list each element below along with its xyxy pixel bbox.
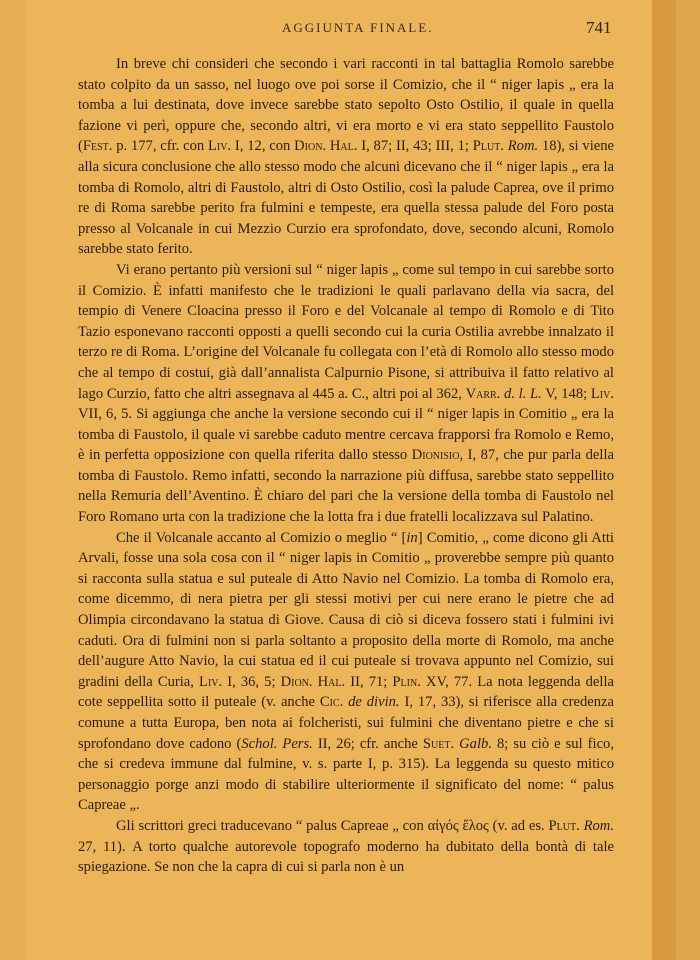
paragraph-4 xyxy=(78,816,614,878)
text-run: I, 12, con xyxy=(231,138,295,155)
page-outer-edge xyxy=(652,0,676,960)
citation-author: Plut. xyxy=(548,817,580,834)
italic-run: Galb. xyxy=(459,735,492,752)
citation-author: Cic. xyxy=(319,694,344,711)
text-run: VII, 6, 5. Si aggiunga che anche la versione secondo cui il “ niger lapis in Comitio „ era la tomba di Faustolo, il quale vi sarebbe caduto mentre cercava frapporsi fra Romolo e Remo, è in perfetta opposizione con quella riferita dallo stesso xyxy=(78,406,614,464)
citation-author: Fest. xyxy=(82,138,113,155)
citation-author: Dionisio, xyxy=(411,447,464,464)
text-run: I, 87, che pur parla della tomba di Faustolo. Remo infatti, secondo la narrazione più diffusa, sarebbe stato seppellito nella Remuria dell’Aventino. È chiaro del pari che la versione della tomba di Faustolo nel Foro Romano urta con la tradizione che la lotta fra i due fratelli localizzava sul Palatino. xyxy=(78,447,614,526)
text-run: 18), si viene alla sicura conclusione che allo stesso modo che alcuni dicevano che il “ niger lapis „ era la tomba di Romolo, altri di Faustolo, altri di Osto Ostilio, così la palude Caprea, ove il primo re di Roma sarebbe perito fra fulmini e tempeste, era quella stessa palude del Foro posta presso al Volcanale in cui Mezzio Curzio era sprofondato, dove, secondo alcuni, Romolo sarebbe stato ferito. xyxy=(78,138,614,258)
text-run: I, 17, 33), si riferisce alla credenza comune a tutta Europa, ben nota ai folcheristi, sui fulmini che diventano pietre e che si sprofondano dove cadono ( xyxy=(78,694,614,752)
italic-run: in xyxy=(406,529,418,546)
citation-author: Plin. xyxy=(392,673,421,690)
citation-author: Varr. xyxy=(465,385,501,402)
paragraph-1 xyxy=(78,54,614,260)
italic-run: de divin. xyxy=(348,694,400,711)
text-run: Gli scrittori greci traducevano “ palus Capreae „ con αἰγός ἕλος (v. ad es. xyxy=(116,817,549,834)
text-run: V, 148; xyxy=(541,385,591,402)
citation-author: Liv. xyxy=(208,138,232,155)
text-run: p. 177, cfr. con xyxy=(112,138,208,155)
paragraph-3 xyxy=(78,528,614,816)
text-run: XV, 77. La nota leggenda della cote seppellita sotto il puteale (v. anche xyxy=(78,673,614,711)
citation-author: Liv. xyxy=(199,673,223,690)
text-run: Vi erano pertanto più versioni sul “ niger lapis „ come sul tempo in cui sarebbe sorto il Comizio. È infatti manifesto che le tradizioni le quali parlavano della via sacra, del tempio di Venere Cloacina presso il Foro e del Volcanale al tempo di Romolo e di Tito Tazio esponevano racconti opposti a quelli secondo cui la curia Ostilia avrebbe innalzato il terzo re di Roma. L’origine del Volcanale fu collegata con l’età di Romolo allo stesso modo che al tempo di costui, già dall’annalista Calpurnio Pisone, si attribuiva il fatto relativo al lago Curzio, fatto che altri assegnava al 445 a. C., altri poi al 362, xyxy=(78,261,614,402)
citation-author: Liv. xyxy=(590,385,614,402)
citation-author: Suet. xyxy=(422,735,455,752)
text-run: ] Comitio, „ come dicono gli Atti Arvali, fosse una sola cosa con il “ niger lapis in Comitio „ proverebbe sempre più quanto si racconta sulla statua e sul puteale di Atto Navio nel Comizio. La tomba di Romolo era, come dicemmo, di nera pietra per gli stessi motivi per cui nere erano le pietre che ad Olimpia circondavano la statua di Giove. Causa di ciò si diceva fossero stati i fulmini ivi caduti. Ora di fulmini non si parla soltanto a proposito della morte di Romolo, ma anche dell’augure Atto Navio, la cui statua ed il cui puteale si trovava appunto nel Comizio, sui gradini della Curia, xyxy=(78,529,614,690)
text-run: 8; su ciò e sul fico, che si credeva immune dal fulmine, v. s. parte I, p. 315). La leggenda su questo mitico personaggio porge anzi modo di stabilire ulteriormente il significato del nome: “ palus Capreae „. xyxy=(78,735,614,814)
text-run: In breve chi consideri che secondo i vari racconti in tal battaglia Romolo sarebbe stato colpito da un sasso, nel luogo ove poi sorse il Comizio, che il “ niger lapis „ era la tomba a lui destinata, dove invece sarebbe stato sepolto Osto Ostilio, il quale in quella fazione vi perì, oppure che, secondo altri, vi era morto e vi era stato seppellito Faustolo ( xyxy=(78,56,614,155)
text-run: II, 26; cfr. anche xyxy=(312,735,423,752)
paragraph-2 xyxy=(78,260,614,528)
text-run: II, 71; xyxy=(345,673,393,690)
text-run: I, 36, 5; xyxy=(222,673,281,690)
body-text xyxy=(78,54,614,878)
text-run: 27, 11). A torto qualche autorevole topografo moderno ha dubitato della bontà di tale spiegazione. Se non che la capra di cui si parla non è un xyxy=(78,838,614,876)
citation-author: Dion. Hal. xyxy=(294,138,358,155)
text-run: Che il Volcanale accanto al Comizio o meglio “ [ xyxy=(116,529,407,546)
book-gutter-edge xyxy=(0,0,26,960)
text-run: I, 87; II, 43; III, 1; xyxy=(357,138,473,155)
italic-run: Schol. Pers. xyxy=(241,735,313,752)
running-head: AGGIUNTA FINALE. xyxy=(282,20,434,35)
citation-author: Dion. Hal. xyxy=(280,673,346,690)
citation-author: Plut. xyxy=(472,138,504,155)
page-number: 741 xyxy=(586,18,612,37)
italic-run: Rom. xyxy=(583,817,614,834)
italic-run: Rom. xyxy=(507,138,539,155)
italic-run: d. l. L. xyxy=(504,385,542,402)
